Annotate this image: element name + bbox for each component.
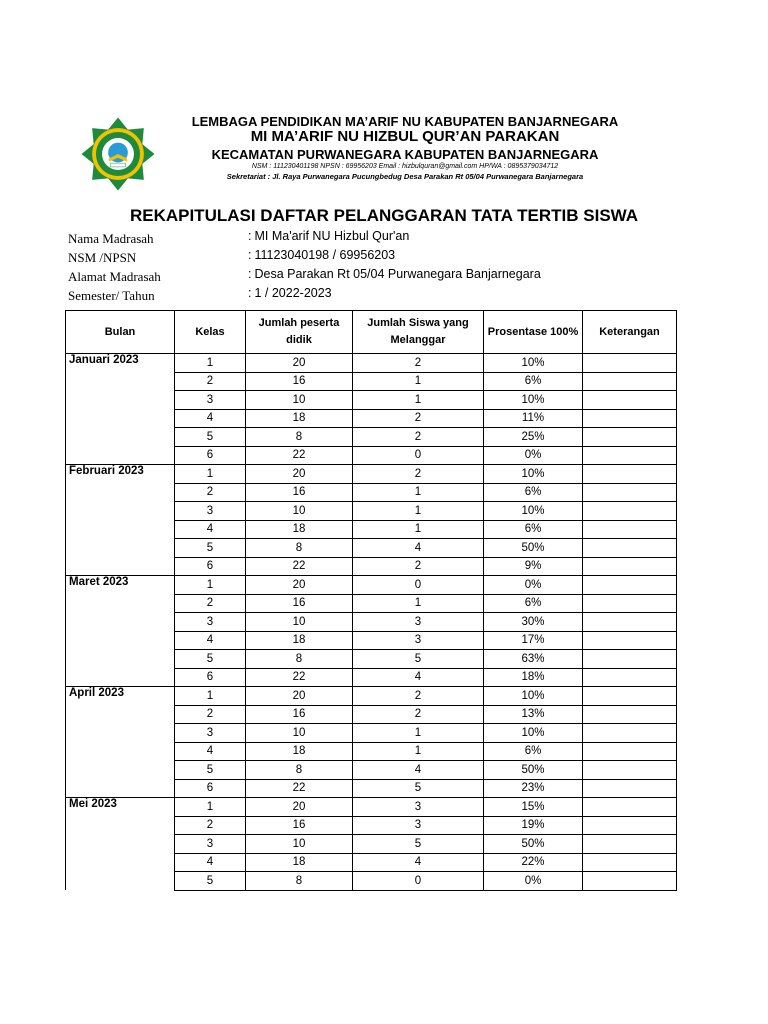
letterhead-institution: LEMBAGA PENDIDIKAN MA’ARIF NU KABUPATEN BANJARNEGARA <box>191 114 619 129</box>
jumlah-peserta-cell: 16 <box>246 816 353 835</box>
keterangan-cell <box>583 594 677 613</box>
table-row <box>66 428 677 447</box>
month-cell-empty <box>66 372 175 391</box>
keterangan-cell <box>583 465 677 484</box>
jumlah-melanggar-cell: 2 <box>353 705 484 724</box>
keterangan-cell <box>583 872 677 891</box>
prosentase-cell: 50% <box>484 539 583 558</box>
jumlah-peserta-cell: 18 <box>246 853 353 872</box>
jumlah-peserta-cell: 18 <box>246 520 353 539</box>
kelas-cell: 2 <box>175 705 246 724</box>
prosentase-cell: 9% <box>484 557 583 576</box>
jumlah-peserta-cell: 16 <box>246 594 353 613</box>
jumlah-peserta-cell: 18 <box>246 409 353 428</box>
prosentase-cell: 17% <box>484 631 583 650</box>
prosentase-cell: 10% <box>484 687 583 706</box>
jumlah-peserta-cell: 20 <box>246 687 353 706</box>
jumlah-melanggar-cell: 1 <box>353 520 484 539</box>
table-row <box>66 594 677 613</box>
keterangan-cell <box>583 724 677 743</box>
jumlah-melanggar-cell: 5 <box>353 835 484 854</box>
prosentase-cell: 0% <box>484 576 583 595</box>
table-row <box>66 761 677 780</box>
prosentase-cell: 10% <box>484 391 583 410</box>
month-cell-empty <box>66 613 175 632</box>
info-value: Desa Parakan Rt 05/04 Purwanegara Banjarnegara <box>254 267 541 281</box>
jumlah-melanggar-cell: 2 <box>353 557 484 576</box>
kelas-cell: 5 <box>175 650 246 669</box>
jumlah-peserta-cell: 10 <box>246 391 353 410</box>
month-cell-empty <box>66 428 175 447</box>
jumlah-melanggar-cell: 2 <box>353 687 484 706</box>
info-row: Nama Madrasah : MI Ma'arif NU Hizbul Qur'an <box>68 229 410 246</box>
kelas-cell: 6 <box>175 557 246 576</box>
jumlah-melanggar-cell: 3 <box>353 631 484 650</box>
month-cell-empty <box>66 872 175 891</box>
jumlah-peserta-cell: 22 <box>246 446 353 465</box>
jumlah-melanggar-cell: 4 <box>353 668 484 687</box>
keterangan-cell <box>583 576 677 595</box>
table-row <box>66 354 677 373</box>
school-info <box>68 229 668 305</box>
jumlah-melanggar-cell: 2 <box>353 428 484 447</box>
month-cell-empty <box>66 446 175 465</box>
month-cell-empty <box>66 816 175 835</box>
jumlah-melanggar-cell: 1 <box>353 372 484 391</box>
month-cell-empty <box>66 779 175 798</box>
jumlah-melanggar-cell: 0 <box>353 872 484 891</box>
kelas-cell: 2 <box>175 594 246 613</box>
kelas-cell: 1 <box>175 354 246 373</box>
month-cell-empty <box>66 539 175 558</box>
keterangan-cell <box>583 354 677 373</box>
kelas-cell: 3 <box>175 502 246 521</box>
table-row <box>66 409 677 428</box>
header-kelas: Kelas <box>175 311 246 354</box>
jumlah-melanggar-cell: 1 <box>353 502 484 521</box>
jumlah-peserta-cell: 22 <box>246 668 353 687</box>
table-row <box>66 502 677 521</box>
keterangan-cell <box>583 816 677 835</box>
jumlah-peserta-cell: 20 <box>246 798 353 817</box>
keterangan-cell <box>583 705 677 724</box>
jumlah-peserta-cell: 16 <box>246 372 353 391</box>
kelas-cell: 3 <box>175 391 246 410</box>
keterangan-cell <box>583 483 677 502</box>
table-row <box>66 724 677 743</box>
month-cell: Februari 2023 <box>66 465 175 484</box>
prosentase-cell: 6% <box>484 483 583 502</box>
jumlah-melanggar-cell: 5 <box>353 650 484 669</box>
month-cell-empty <box>66 391 175 410</box>
keterangan-cell <box>583 372 677 391</box>
table-row <box>66 668 677 687</box>
jumlah-peserta-cell: 18 <box>246 631 353 650</box>
jumlah-melanggar-cell: 2 <box>353 409 484 428</box>
keterangan-cell <box>583 779 677 798</box>
prosentase-cell: 11% <box>484 409 583 428</box>
prosentase-cell: 19% <box>484 816 583 835</box>
month-cell: Maret 2023 <box>66 576 175 595</box>
kelas-cell: 5 <box>175 539 246 558</box>
info-row: Alamat Madrasah : Desa Parakan Rt 05/04 Purwanegara Banjarnegara <box>68 267 541 284</box>
prosentase-cell: 22% <box>484 853 583 872</box>
kelas-cell: 2 <box>175 483 246 502</box>
table-row <box>66 816 677 835</box>
month-cell-empty <box>66 705 175 724</box>
month-cell-empty <box>66 594 175 613</box>
kelas-cell: 4 <box>175 409 246 428</box>
prosentase-cell: 50% <box>484 761 583 780</box>
keterangan-cell <box>583 798 677 817</box>
kelas-cell: 3 <box>175 613 246 632</box>
jumlah-peserta-cell: 20 <box>246 354 353 373</box>
jumlah-peserta-cell: 16 <box>246 483 353 502</box>
info-value: 11123040198 / 69956203 <box>254 248 396 262</box>
month-cell-empty <box>66 761 175 780</box>
month-cell-empty <box>66 483 175 502</box>
keterangan-cell <box>583 557 677 576</box>
table-row <box>66 483 677 502</box>
info-label: NSM /NPSN <box>68 250 137 265</box>
table-row <box>66 798 677 817</box>
prosentase-cell: 25% <box>484 428 583 447</box>
info-label: Semester/ Tahun <box>68 288 155 303</box>
table-row <box>66 557 677 576</box>
jumlah-melanggar-cell: 1 <box>353 742 484 761</box>
kelas-cell: 6 <box>175 446 246 465</box>
prosentase-cell: 30% <box>484 613 583 632</box>
prosentase-cell: 0% <box>484 446 583 465</box>
jumlah-peserta-cell: 18 <box>246 742 353 761</box>
jumlah-melanggar-cell: 3 <box>353 798 484 817</box>
info-label: Alamat Madrasah <box>68 269 161 284</box>
jumlah-melanggar-cell: 1 <box>353 391 484 410</box>
table-row <box>66 687 677 706</box>
header-prosentase: Prosentase 100% <box>484 311 583 354</box>
jumlah-melanggar-cell: 3 <box>353 613 484 632</box>
prosentase-cell: 23% <box>484 779 583 798</box>
keterangan-cell <box>583 502 677 521</box>
table-row <box>66 835 677 854</box>
keterangan-cell <box>583 539 677 558</box>
month-cell-empty <box>66 742 175 761</box>
table-row <box>66 650 677 669</box>
kelas-cell: 5 <box>175 761 246 780</box>
keterangan-cell <box>583 853 677 872</box>
table-row <box>66 742 677 761</box>
jumlah-peserta-cell: 20 <box>246 576 353 595</box>
kelas-cell: 1 <box>175 798 246 817</box>
kelas-cell: 2 <box>175 372 246 391</box>
prosentase-cell: 6% <box>484 742 583 761</box>
jumlah-melanggar-cell: 1 <box>353 594 484 613</box>
info-value: 1 / 2022-2023 <box>254 286 332 300</box>
info-row: Semester/ Tahun : 1 / 2022-2023 <box>68 286 332 303</box>
jumlah-melanggar-cell: 2 <box>353 465 484 484</box>
violation-table <box>65 310 677 891</box>
kelas-cell: 4 <box>175 631 246 650</box>
header-jumlah-melanggar: Jumlah Siswa yang Melanggar <box>353 311 484 354</box>
jumlah-melanggar-cell: 0 <box>353 446 484 465</box>
month-cell-empty <box>66 835 175 854</box>
jumlah-peserta-cell: 8 <box>246 650 353 669</box>
jumlah-melanggar-cell: 0 <box>353 576 484 595</box>
month-cell-empty <box>66 557 175 576</box>
jumlah-melanggar-cell: 4 <box>353 761 484 780</box>
keterangan-cell <box>583 835 677 854</box>
keterangan-cell <box>583 446 677 465</box>
prosentase-cell: 10% <box>484 724 583 743</box>
prosentase-cell: 50% <box>484 835 583 854</box>
table-row <box>66 539 677 558</box>
keterangan-cell <box>583 742 677 761</box>
month-cell-empty <box>66 650 175 669</box>
prosentase-cell: 10% <box>484 354 583 373</box>
prosentase-cell: 18% <box>484 668 583 687</box>
kelas-cell: 5 <box>175 872 246 891</box>
keterangan-cell <box>583 391 677 410</box>
jumlah-peserta-cell: 10 <box>246 724 353 743</box>
kelas-cell: 1 <box>175 465 246 484</box>
letterhead-school-name: MI MA’ARIF NU HIZBUL QUR’AN PARAKAN <box>250 128 560 145</box>
keterangan-cell <box>583 687 677 706</box>
kelas-cell: 4 <box>175 742 246 761</box>
prosentase-cell: 10% <box>484 465 583 484</box>
jumlah-melanggar-cell: 2 <box>353 354 484 373</box>
table-row <box>66 872 677 891</box>
madrasah-logo-icon <box>80 116 156 192</box>
document-title: REKAPITULASI DAFTAR PELANGGARAN TATA TERTIB SISWA <box>129 206 639 225</box>
jumlah-melanggar-cell: 5 <box>353 779 484 798</box>
keterangan-cell <box>583 520 677 539</box>
prosentase-cell: 10% <box>484 502 583 521</box>
jumlah-melanggar-cell: 1 <box>353 724 484 743</box>
jumlah-peserta-cell: 22 <box>246 779 353 798</box>
table-row <box>66 705 677 724</box>
kelas-cell: 3 <box>175 724 246 743</box>
jumlah-peserta-cell: 10 <box>246 613 353 632</box>
kelas-cell: 1 <box>175 687 246 706</box>
letterhead <box>0 108 768 190</box>
jumlah-peserta-cell: 10 <box>246 502 353 521</box>
header-jumlah-peserta: Jumlah peserta didik <box>246 311 353 354</box>
jumlah-peserta-cell: 8 <box>246 539 353 558</box>
month-cell-empty <box>66 502 175 521</box>
table-row <box>66 779 677 798</box>
table-row <box>66 576 677 595</box>
table-row <box>66 631 677 650</box>
prosentase-cell: 13% <box>484 705 583 724</box>
header-keterangan: Keterangan <box>583 311 677 354</box>
prosentase-cell: 0% <box>484 872 583 891</box>
letterhead-address: Sekretariat : Jl. Raya Purwanegara Pucungbedug Desa Parakan Rt 05/04 Purwanegara Banjarnegara <box>226 172 584 181</box>
jumlah-melanggar-cell: 4 <box>353 539 484 558</box>
table-row <box>66 853 677 872</box>
kelas-cell: 4 <box>175 520 246 539</box>
table-row <box>66 446 677 465</box>
kelas-cell: 4 <box>175 853 246 872</box>
kelas-cell: 6 <box>175 668 246 687</box>
month-cell: April 2023 <box>66 687 175 706</box>
letterhead-district: KECAMATAN PURWANEGARA KABUPATEN BANJARNEGARA <box>211 147 599 162</box>
keterangan-cell <box>583 409 677 428</box>
jumlah-melanggar-cell: 1 <box>353 483 484 502</box>
month-cell-empty <box>66 668 175 687</box>
month-cell-empty <box>66 631 175 650</box>
month-cell: Januari 2023 <box>66 354 175 373</box>
jumlah-melanggar-cell: 4 <box>353 853 484 872</box>
jumlah-peserta-cell: 22 <box>246 557 353 576</box>
prosentase-cell: 6% <box>484 594 583 613</box>
prosentase-cell: 63% <box>484 650 583 669</box>
table-row <box>66 372 677 391</box>
info-label: Nama Madrasah <box>68 231 154 246</box>
jumlah-peserta-cell: 20 <box>246 465 353 484</box>
table-body <box>66 354 677 891</box>
jumlah-peserta-cell: 8 <box>246 872 353 891</box>
kelas-cell: 2 <box>175 816 246 835</box>
jumlah-peserta-cell: 8 <box>246 761 353 780</box>
keterangan-cell <box>583 761 677 780</box>
month-cell-empty <box>66 724 175 743</box>
jumlah-peserta-cell: 16 <box>246 705 353 724</box>
prosentase-cell: 15% <box>484 798 583 817</box>
prosentase-cell: 6% <box>484 372 583 391</box>
table-row <box>66 465 677 484</box>
month-cell-empty <box>66 853 175 872</box>
letterhead-contact: NSM : 111230401198 NPSN : 69956203 Email : hizbulquran@gmail.com HP/WA : 0895379034712 <box>251 163 559 170</box>
info-value: MI Ma'arif NU Hizbul Qur'an <box>254 229 410 243</box>
keterangan-cell <box>583 650 677 669</box>
keterangan-cell <box>583 613 677 632</box>
table-row <box>66 391 677 410</box>
kelas-cell: 3 <box>175 835 246 854</box>
month-cell: Mei 2023 <box>66 798 175 817</box>
info-row: NSM /NPSN : 11123040198 / 69956203 <box>68 248 396 265</box>
keterangan-cell <box>583 668 677 687</box>
table-row <box>66 613 677 632</box>
kelas-cell: 5 <box>175 428 246 447</box>
header-bulan: Bulan <box>66 311 175 354</box>
keterangan-cell <box>583 631 677 650</box>
kelas-cell: 6 <box>175 779 246 798</box>
kelas-cell: 1 <box>175 576 246 595</box>
month-cell-empty <box>66 409 175 428</box>
jumlah-peserta-cell: 10 <box>246 835 353 854</box>
jumlah-melanggar-cell: 3 <box>353 816 484 835</box>
month-cell-empty <box>66 520 175 539</box>
table-row <box>66 520 677 539</box>
keterangan-cell <box>583 428 677 447</box>
prosentase-cell: 6% <box>484 520 583 539</box>
jumlah-peserta-cell: 8 <box>246 428 353 447</box>
